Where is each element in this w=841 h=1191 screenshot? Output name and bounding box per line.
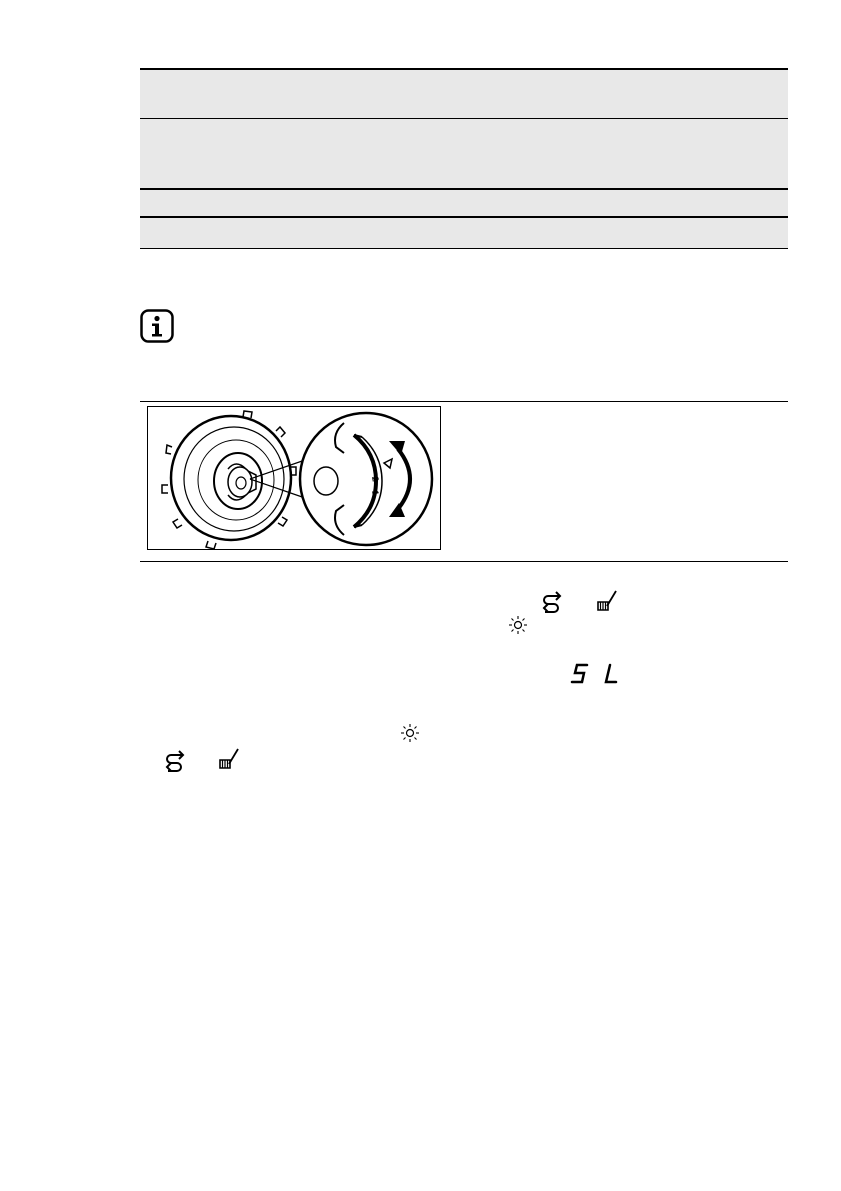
indicator-light-icon <box>508 615 528 635</box>
table-row <box>140 216 788 249</box>
table-cell <box>140 70 506 118</box>
segment-display <box>570 662 620 686</box>
table-cell <box>140 119 506 188</box>
salt-icon <box>216 746 242 772</box>
dial-label: 1 <box>370 489 381 497</box>
table-row <box>140 188 788 216</box>
table-cell <box>506 70 788 118</box>
info-icon <box>140 309 174 343</box>
table-row <box>140 68 788 118</box>
dial-label: 2 <box>370 475 381 483</box>
divider <box>140 561 788 562</box>
table-cell <box>140 190 506 216</box>
rinse-aid-icon <box>540 590 564 614</box>
salt-icon <box>594 588 620 614</box>
rinse-aid-icon <box>163 749 187 773</box>
softener-dial-figure <box>147 406 441 550</box>
table-cell <box>506 190 788 216</box>
settings-table <box>140 68 788 249</box>
table-cell <box>506 218 788 248</box>
divider <box>140 401 788 402</box>
table-cell <box>506 119 788 188</box>
table-row <box>140 118 788 188</box>
indicator-light-icon <box>400 723 420 743</box>
table-cell <box>140 218 506 248</box>
